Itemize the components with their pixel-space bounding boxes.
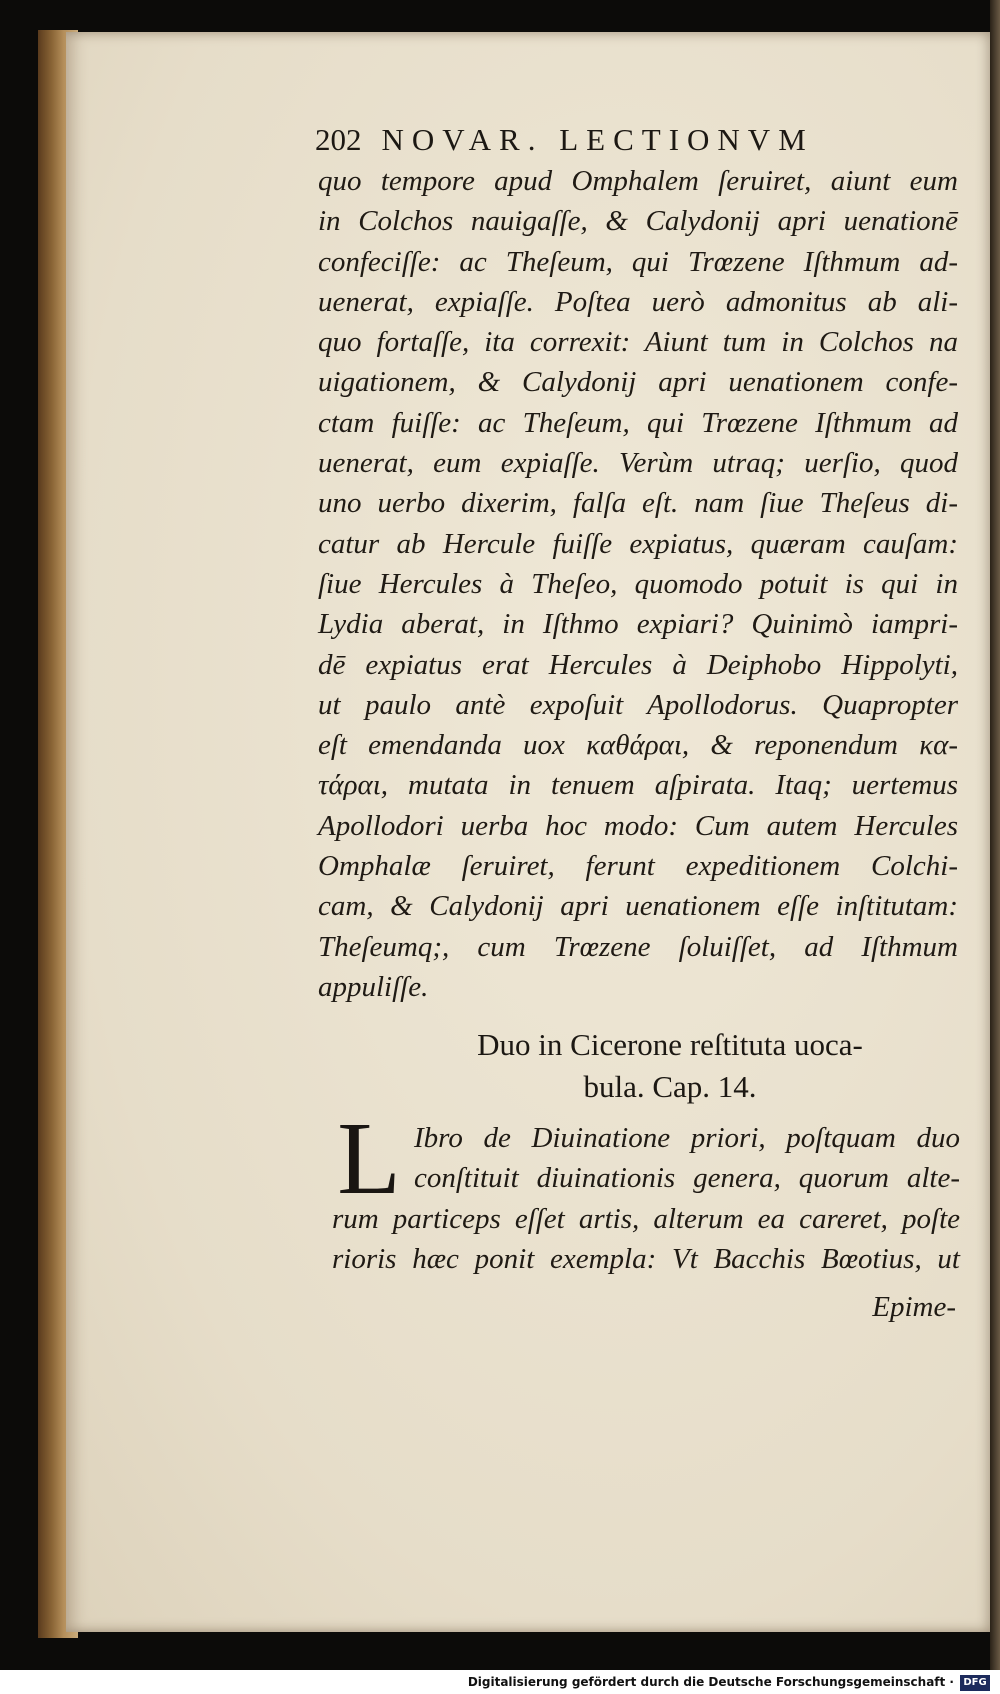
chapter-text-block — [332, 1118, 960, 1279]
text-line: uenerat, eum expiaſſe. Verùm utraq; uerſio, quod — [318, 447, 958, 480]
running-head — [315, 122, 955, 158]
text-line: conſtituit diuinationis genera, quorum alte- — [414, 1162, 960, 1195]
text-line: in Colchos nauigaſſe, & Calydonij apri uenationē — [318, 205, 958, 238]
text-line: Apollodori uerba hoc modo: Cum autem Hercules — [318, 809, 958, 842]
page-number: 202 — [315, 122, 362, 157]
text-line: eſt emendanda uox καθάραι, & reponendum κα- — [318, 729, 958, 762]
text-line: rioris hæc ponit exempla: Vt Bacchis Bœotius, ut — [332, 1242, 960, 1275]
text-line: uigationem, & Calydonij apri uenationem confe- — [318, 366, 958, 399]
main-text-block — [318, 161, 958, 1007]
text-line: dē expiatus erat Hercules à Deiphobo Hippolyti, — [318, 648, 958, 681]
dfg-logo-icon: DFG — [960, 1675, 990, 1691]
chapter-heading-line: bula. Cap. 14. — [583, 1069, 757, 1104]
text-line: catur ab Hercule fuiſſe expiatus, quæram cauſam: — [318, 527, 958, 560]
text-line: appuliſſe. — [318, 970, 429, 1003]
text-line: rum particeps eſſet artis, alterum ea careret, poſte — [332, 1202, 960, 1235]
text-line: τάραι, mutata in tenuem aſpirata. Itaq; uertemus — [318, 769, 958, 802]
text-line: ſiue Hercules à Theſeo, quomodo potuit is qui in — [318, 567, 958, 600]
text-line: uenerat, expiaſſe. Poſtea uerò admonitus ab ali- — [318, 285, 958, 318]
text-line: quo fortaſſe, ita correxit: Aiunt tum in Colchos na — [318, 326, 958, 359]
text-line: confeciſſe: ac Theſeum, qui Trœzene Iſthmum ad- — [318, 245, 958, 278]
text-line: Omphalæ ſeruiret, ferunt expeditionem Colchi- — [318, 850, 958, 883]
funding-credit: Digitalisierung gefördert durch die Deutsche Forschungsgemeinschaft · — [467, 1675, 954, 1689]
text-line: Theſeumq;, cum Trœzene ſoluiſſet, ad Iſthmum — [318, 930, 958, 963]
page-right-edge — [990, 0, 1000, 1670]
text-line: quo tempore apud Omphalem ſeruiret, aiunt eum — [318, 165, 958, 197]
drop-cap-initial: L — [337, 1101, 401, 1216]
running-title: NOVAR. LECTIONVM — [381, 122, 814, 157]
text-line: uno uerbo dixerim, falſa eſt. nam ſiue Theſeus di- — [318, 487, 958, 520]
text-line: Ibro de Diuinatione priori, poſtquam duo — [414, 1122, 960, 1154]
chapter-heading — [390, 1024, 950, 1108]
text-line: ctam fuiſſe: ac Theſeum, qui Trœzene Iſthmum ad — [318, 406, 958, 439]
chapter-heading-line: Duo in Cicerone reſtituta uoca- — [477, 1027, 863, 1062]
text-line: cam, & Calydonij apri uenationem eſſe inſtitutam: — [318, 890, 958, 923]
text-line: Lydia aberat, in Iſthmo expiari? Quinimò iampri- — [318, 608, 958, 641]
footer-bar — [0, 1672, 1000, 1694]
catchword: Epime- — [872, 1291, 956, 1323]
text-line: ut paulo antè expoſuit Apollodorus. Quapropter — [318, 688, 958, 721]
